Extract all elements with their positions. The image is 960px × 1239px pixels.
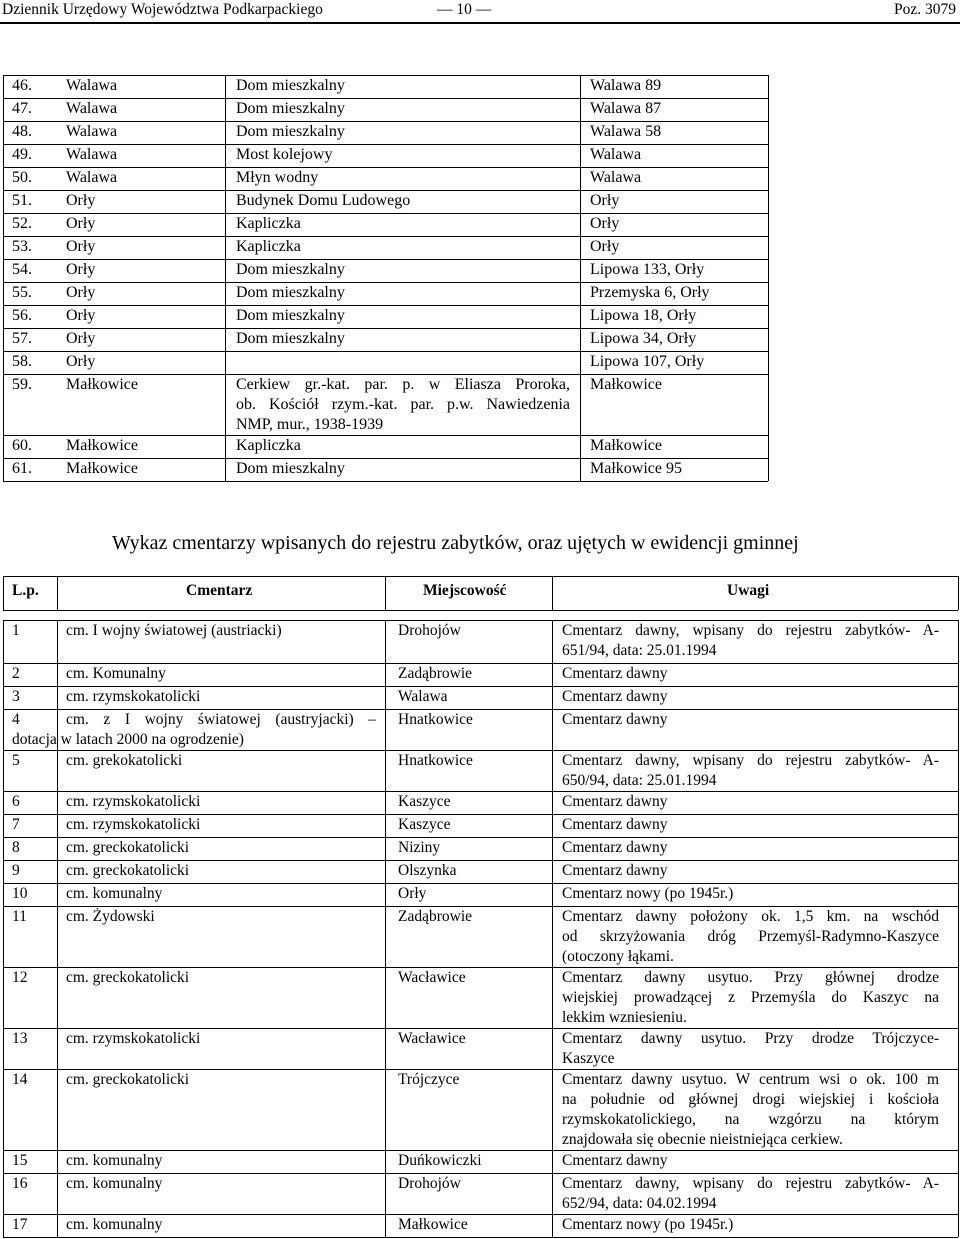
row-object-line: NMP, mur., 1938-1939 <box>236 416 384 433</box>
row-place: Małkowice <box>66 437 138 454</box>
row-notes-line: znajdowała się obecnie nieistniejąca cerkiew. <box>562 1131 843 1148</box>
header-cemetery: Cmentarz <box>186 582 253 599</box>
row-place: Orły <box>66 284 96 301</box>
row-rule <box>3 236 768 237</box>
col-rule <box>3 576 4 610</box>
row-address: Walawa 58 <box>590 123 662 140</box>
row-place: Orły <box>66 353 96 370</box>
row-notes-line: 650/94, data: 25.01.1994 <box>562 772 717 789</box>
row-address: Walawa 89 <box>590 77 662 94</box>
journal-title: Dziennik Urzędowy Województwa Podkarpackiego <box>2 1 323 18</box>
row-number: 3 <box>12 688 20 705</box>
row-number: 58. <box>12 353 32 370</box>
row-place: Orły <box>66 330 96 347</box>
col-rule <box>958 620 959 1237</box>
row-address: Małkowice <box>590 437 662 454</box>
header-rule <box>3 576 958 577</box>
row-place: Orły <box>398 885 427 902</box>
row-number: 15 <box>12 1152 28 1169</box>
row-number: 60. <box>12 437 32 454</box>
row-place: Kaszyce <box>398 816 451 833</box>
row-place: Hnatkowice <box>398 711 473 728</box>
col-rule <box>580 75 581 481</box>
row-cemetery: cm. Komunalny <box>66 665 166 682</box>
row-place: Walawa <box>66 169 118 186</box>
row-address: Walawa <box>590 146 642 163</box>
row-place: Walawa <box>398 688 448 705</box>
row-number: 49. <box>12 146 32 163</box>
row-cemetery: cm. rzymskokatolicki <box>66 1030 201 1047</box>
row-object: Dom mieszkalny <box>236 330 345 347</box>
row-number: 12 <box>12 969 28 986</box>
row-object: Młyn wodny <box>236 169 319 186</box>
row-cemetery: cm. rzymskokatolicki <box>66 816 201 833</box>
row-place: Orły <box>66 215 96 232</box>
row-rule <box>3 481 768 482</box>
row-place: Wacławice <box>398 969 466 986</box>
row-cemetery: cm. komunalny <box>66 1152 163 1169</box>
row-notes-line: Cmentarz dawny <box>562 816 668 833</box>
row-number: 59. <box>12 376 32 393</box>
row-number: 14 <box>12 1071 28 1088</box>
col-rule <box>225 75 226 481</box>
row-address: Orły <box>590 215 620 232</box>
row-cemetery: cm. greckokatolicki <box>66 969 190 986</box>
row-address: Przemyska 6, Orły <box>590 284 710 301</box>
row-number: 2 <box>12 665 20 682</box>
header-place: Miejscowość <box>423 582 507 599</box>
row-number: 6 <box>12 793 20 810</box>
row-notes-line: Cmentarz dawny usytuo. Przy drodze Trójczyce- <box>562 1030 939 1047</box>
row-cemetery: cm. z I wojny światowej (austryjacki) – <box>66 711 376 728</box>
row-notes-line: (otoczony łąkami. <box>562 948 674 965</box>
row-number: 48. <box>12 123 32 140</box>
row-place: Małkowice <box>398 1216 468 1233</box>
row-number: 47. <box>12 100 32 117</box>
row-notes-line: rzymskokatolickiego, na wzgórzu na którym <box>562 1111 939 1128</box>
row-cemetery: cm. greckokatolicki <box>66 862 190 879</box>
row-address: Lipowa 133, Orły <box>590 261 705 278</box>
row-number: 53. <box>12 238 32 255</box>
col-rule <box>57 576 58 610</box>
row-notes-line: 651/94, data: 25.01.1994 <box>562 642 717 659</box>
row-cemetery: cm. I wojny światowej (austriacki) <box>66 622 282 639</box>
header-rule <box>3 610 958 611</box>
row-cemetery: cm. Żydowski <box>66 908 155 925</box>
row-address: Walawa <box>590 169 642 186</box>
row-address: Orły <box>590 238 620 255</box>
row-object: Dom mieszkalny <box>236 460 345 477</box>
position-number: Poz. 3079 <box>894 1 956 18</box>
row-notes-line: Cmentarz dawny <box>562 688 668 705</box>
row-notes-line: na południe od głównej drogi wiejskiej i kościoła <box>562 1091 939 1108</box>
row-object: Dom mieszkalny <box>236 261 345 278</box>
row-place: Trójczyce <box>398 1071 460 1088</box>
row-number: 51. <box>12 192 32 209</box>
row-place: Olszynka <box>398 862 457 879</box>
row-cemetery-cont: dotacja w latach 2000 na ogrodzenie) <box>12 731 244 748</box>
row-place: Kaszyce <box>398 793 451 810</box>
row-number: 55. <box>12 284 32 301</box>
row-notes-line: Cmentarz dawny <box>562 1152 668 1169</box>
row-number: 1 <box>12 622 20 639</box>
row-number: 54. <box>12 261 32 278</box>
row-object: Budynek Domu Ludowego <box>236 192 411 209</box>
row-notes-line: Cmentarz dawny, wpisany do rejestru zabytków- A- <box>562 752 939 769</box>
row-object: Dom mieszkalny <box>236 307 345 324</box>
row-notes-line: Cmentarz nowy (po 1945r.) <box>562 885 734 902</box>
row-place: Niziny <box>398 839 441 856</box>
row-cemetery: cm. komunalny <box>66 1216 163 1233</box>
row-notes-line: od skrzyżowania dróg Przemyśl-Radymno-Kaszyce <box>562 928 939 945</box>
row-object: Kapliczka <box>236 437 301 454</box>
row-number: 4 <box>12 711 20 728</box>
row-place: Hnatkowice <box>398 752 473 769</box>
col-rule <box>768 75 769 481</box>
page-number: — 10 — <box>437 1 492 18</box>
row-number: 50. <box>12 169 32 186</box>
row-notes-line: Cmentarz dawny położony ok. 1,5 km. na wschód <box>562 908 939 925</box>
row-address: Małkowice <box>590 376 662 393</box>
row-number: 9 <box>12 862 20 879</box>
row-address: Małkowice 95 <box>590 460 682 477</box>
row-object: Kapliczka <box>236 215 301 232</box>
row-number: 52. <box>12 215 32 232</box>
col-rule <box>3 75 4 481</box>
row-number: 10 <box>12 885 28 902</box>
row-place: Orły <box>66 307 96 324</box>
row-place: Orły <box>66 261 96 278</box>
row-number: 13 <box>12 1030 28 1047</box>
col-rule <box>552 576 553 610</box>
row-place: Małkowice <box>66 376 138 393</box>
row-notes-line: Cmentarz dawny, wpisany do rejestru zabytków- A- <box>562 622 939 639</box>
row-place: Duńkowiczki <box>398 1152 482 1169</box>
row-cemetery: cm. komunalny <box>66 885 163 902</box>
row-number: 8 <box>12 839 20 856</box>
row-notes-line: Cmentarz dawny <box>562 665 668 682</box>
row-object: Dom mieszkalny <box>236 100 345 117</box>
row-place: Małkowice <box>66 460 138 477</box>
row-number: 56. <box>12 307 32 324</box>
row-object: Dom mieszkalny <box>236 284 345 301</box>
row-object: Dom mieszkalny <box>236 123 345 140</box>
row-place: Drohojów <box>398 622 461 639</box>
row-cemetery: cm. greckokatolicki <box>66 839 190 856</box>
row-number: 46. <box>12 77 32 94</box>
row-place: Walawa <box>66 123 118 140</box>
row-object: Kapliczka <box>236 238 301 255</box>
row-address: Lipowa 34, Orły <box>590 330 697 347</box>
row-notes-line: Cmentarz dawny <box>562 793 668 810</box>
section-title: Wykaz cmentarzy wpisanych do rejestru zabytków, oraz ujętych w ewidencji gminnej <box>112 532 799 554</box>
row-address: Lipowa 18, Orły <box>590 307 697 324</box>
row-place: Walawa <box>66 77 118 94</box>
row-place: Wacławice <box>398 1030 466 1047</box>
row-cemetery: cm. rzymskokatolicki <box>66 793 201 810</box>
col-rule <box>385 620 386 1237</box>
row-number: 11 <box>12 908 27 925</box>
row-number: 17 <box>12 1216 28 1233</box>
row-place: Zadąbrowie <box>398 908 473 925</box>
col-rule <box>385 576 386 610</box>
row-rule <box>3 1237 958 1238</box>
row-object: Dom mieszkalny <box>236 77 345 94</box>
col-rule <box>3 620 4 1237</box>
header-lp: L.p. <box>12 582 39 599</box>
row-cemetery: cm. rzymskokatolicki <box>66 688 201 705</box>
row-object: Most kolejowy <box>236 146 333 163</box>
row-notes-line: Cmentarz dawny usytuo. Przy głównej drodze <box>562 969 939 986</box>
row-cemetery: cm. greckokatolicki <box>66 1071 190 1088</box>
row-place: Orły <box>66 192 96 209</box>
row-cemetery: cm. komunalny <box>66 1175 163 1192</box>
row-notes-line: Cmentarz nowy (po 1945r.) <box>562 1216 734 1233</box>
row-notes-line: Cmentarz dawny <box>562 862 668 879</box>
col-rule <box>552 620 553 1237</box>
row-rule <box>3 167 768 168</box>
row-cemetery: cm. grekokatolicki <box>66 752 183 769</box>
row-notes-line: Kaszyce <box>562 1050 615 1067</box>
row-notes-line: 652/94, data: 04.02.1994 <box>562 1195 717 1212</box>
row-address: Orły <box>590 192 620 209</box>
row-place: Zadąbrowie <box>398 665 473 682</box>
row-notes-line: Cmentarz dawny <box>562 839 668 856</box>
row-notes-line: Cmentarz dawny, wpisany do rejestru zabytków- A- <box>562 1175 939 1192</box>
header-notes: Uwagi <box>727 582 770 599</box>
row-place: Walawa <box>66 100 118 117</box>
row-notes-line: lekkim wzniesieniu. <box>562 1009 687 1026</box>
row-notes-line: Cmentarz dawny usytuo. W centrum wsi o ok. 100 m <box>562 1071 939 1088</box>
row-number: 7 <box>12 816 20 833</box>
col-rule <box>958 576 959 610</box>
row-rule <box>3 144 768 145</box>
row-place: Walawa <box>66 146 118 163</box>
row-number: 61. <box>12 460 32 477</box>
row-number: 57. <box>12 330 32 347</box>
row-number: 5 <box>12 752 20 769</box>
row-number: 16 <box>12 1175 28 1192</box>
row-rule <box>3 213 768 214</box>
row-place: Drohojów <box>398 1175 461 1192</box>
row-object-line: Cerkiew gr.-kat. par. p. w Eliasza Proroka, <box>236 376 570 393</box>
header-rule <box>0 22 960 24</box>
row-place: Orły <box>66 238 96 255</box>
row-object-line: ob. Kościół rzym.-kat. par. p.w. Nawiedzenia <box>236 396 570 413</box>
row-address: Walawa 87 <box>590 100 662 117</box>
row-address: Lipowa 107, Orły <box>590 353 705 370</box>
row-notes-line: Cmentarz dawny <box>562 711 668 728</box>
row-notes-line: wiejskiej prowadzącej z Przemyśla do Kaszyc na <box>562 989 939 1006</box>
